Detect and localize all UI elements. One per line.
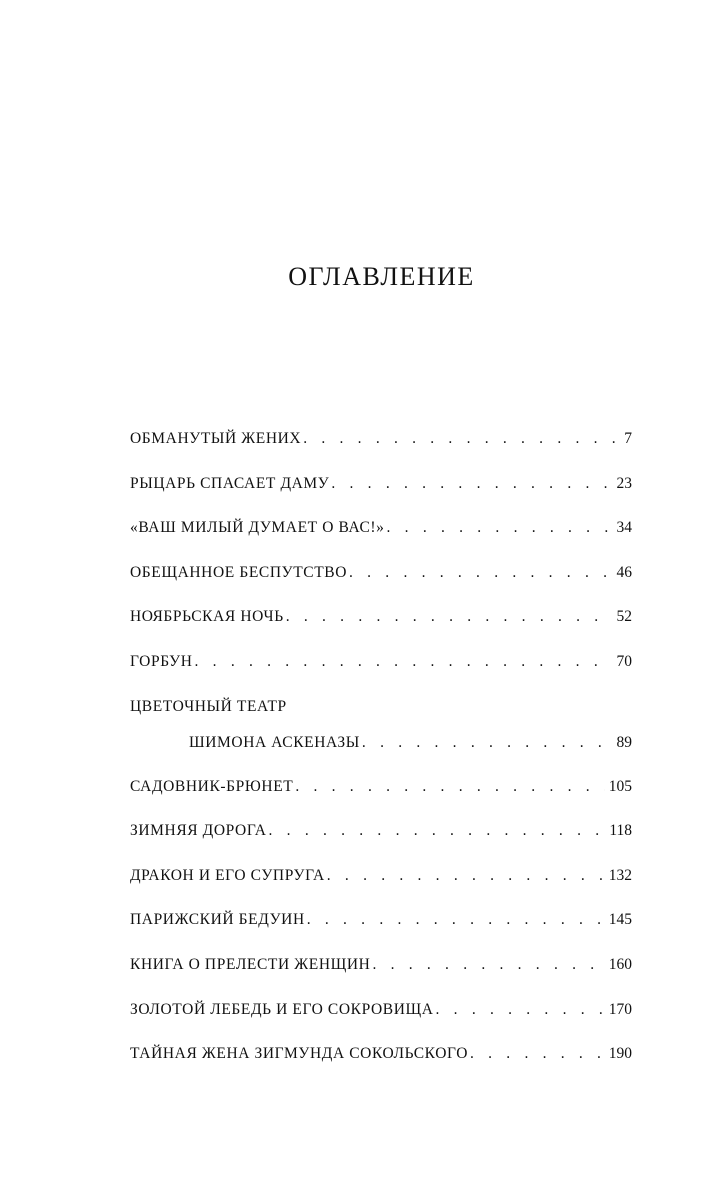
toc-entry (130, 473, 632, 518)
toc-entry-title: РЫЦАРЬ СПАСАЕТ ДАМУ (130, 474, 330, 492)
toc-entry (130, 1043, 632, 1088)
dot-leader (372, 954, 604, 976)
toc-entry-page: 70 (616, 652, 632, 670)
toc-entry (130, 865, 632, 910)
toc-entry-title: «ВАШ МИЛЫЙ ДУМАЕТ О ВАС!» (130, 519, 385, 537)
toc-entry (130, 696, 632, 776)
toc-entry-page: 52 (616, 608, 632, 626)
toc-entry-title: ГОРБУН (130, 652, 193, 670)
dot-leader (195, 651, 613, 673)
toc-entry-title: ОБМАНУТЫЙ ЖЕНИХ (130, 430, 302, 447)
toc-entry-page: 46 (616, 563, 632, 581)
dot-leader (295, 776, 604, 798)
toc-entry-page: 160 (608, 955, 632, 973)
toc-entry (130, 999, 632, 1044)
dot-leader (331, 473, 612, 495)
toc-entry (130, 776, 632, 821)
dot-leader (436, 999, 605, 1021)
dot-leader (327, 865, 605, 887)
toc-entry (130, 562, 632, 607)
toc-entry-page: 170 (608, 1000, 632, 1018)
toc-entry-page: 89 (616, 733, 632, 751)
toc-entry-title: ЗИМНЯЯ ДОРОГА (130, 822, 267, 840)
toc-entry (130, 954, 632, 999)
toc-heading: ОГЛАВЛЕНИЕ (288, 262, 475, 291)
toc-entry-title: ЦВЕТОЧНЫЙ ТЕАТР (130, 697, 287, 715)
dot-leader (362, 732, 613, 754)
toc-entry-page: 7 (624, 430, 632, 447)
dot-leader (470, 1043, 605, 1065)
toc-entry (130, 651, 632, 696)
dot-leader (303, 428, 618, 450)
toc-entry-title: САДОВНИК-БРЮНЕТ (130, 777, 294, 795)
dot-leader (349, 562, 613, 584)
dot-leader (387, 517, 613, 539)
toc-entry (130, 517, 632, 562)
toc-entry-title: ТАЙНАЯ ЖЕНА ЗИГМУНДА СОКОЛЬСКОГО (130, 1045, 468, 1063)
table-of-contents (130, 428, 632, 1088)
toc-entry (130, 909, 632, 954)
toc-entry-title: ДРАКОН И ЕГО СУПРУГА (130, 866, 325, 884)
toc-entry (130, 428, 632, 473)
toc-entry (130, 820, 632, 865)
toc-entry-page: 23 (616, 474, 632, 492)
dot-leader (269, 820, 606, 842)
dot-leader (307, 909, 605, 931)
toc-entry-title: КНИГА О ПРЕЛЕСТИ ЖЕНЩИН (130, 955, 371, 973)
toc-entry-page: 105 (608, 777, 632, 795)
toc-entry-page: 190 (608, 1045, 632, 1063)
toc-entry-title: НОЯБРЬСКАЯ НОЧЬ (130, 608, 284, 626)
toc-entry-page: 132 (608, 866, 632, 884)
toc-entry-title-continuation: ШИМОНА АСКЕНАЗЫ (189, 733, 360, 751)
toc-entry-title: ЗОЛОТОЙ ЛЕБЕДЬ И ЕГО СОКРОВИЩА (130, 1000, 434, 1018)
toc-entry (130, 606, 632, 651)
toc-entry-page: 34 (616, 519, 632, 537)
toc-entry-page: 145 (608, 911, 632, 929)
toc-entry-page: 118 (609, 822, 632, 840)
dot-leader (286, 606, 613, 628)
toc-entry-title: ПАРИЖСКИЙ БЕДУИН (130, 911, 305, 929)
toc-entry-title: ОБЕЩАННОЕ БЕСПУТСТВО (130, 563, 347, 581)
